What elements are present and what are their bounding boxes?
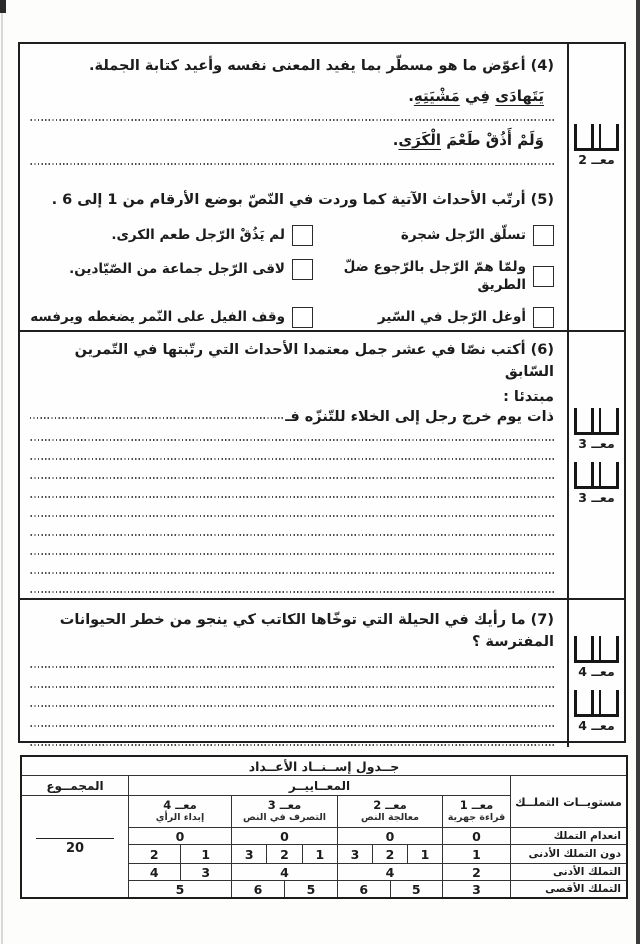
q5-item bbox=[30, 225, 313, 246]
q6-header: (6) أكتب نصّا في عشر جمل معتمدا الأحداث التي رتّبتها في التّمرين السّابق bbox=[74, 342, 554, 380]
margin-score-column bbox=[567, 332, 624, 598]
score-subvalue: 4 bbox=[129, 864, 181, 880]
answer-line[interactable] bbox=[30, 744, 554, 747]
margin-score-column bbox=[567, 44, 624, 330]
answer-line[interactable] bbox=[30, 553, 554, 556]
q7-header: (7) ما رأيك في الحيلة التي توخّاها الكاتب كي ينجو من خطر الحيوانات المفترسة ؟ bbox=[59, 612, 554, 650]
score-cell: 0 bbox=[442, 827, 510, 844]
order-checkbox[interactable] bbox=[533, 266, 554, 287]
answer-line[interactable] bbox=[30, 591, 554, 594]
underlined-word: يَتَهادَى bbox=[495, 86, 544, 105]
q5-item-label: تسلّق الرّجل شجرة bbox=[400, 226, 526, 243]
q6-header-line2: مبتدئا : bbox=[503, 388, 554, 405]
score-subvalue: 2 bbox=[373, 845, 408, 863]
q5-item-label: ولمّا همّ الرّجل بالرّجوع ضلّ الطريق bbox=[343, 259, 526, 293]
score-subvalue: 1 bbox=[201, 846, 211, 862]
q7-answer-area bbox=[30, 666, 554, 747]
score-cell bbox=[231, 880, 337, 897]
score-tally-box-q6-a bbox=[574, 408, 619, 451]
q5-row bbox=[30, 259, 554, 294]
answer-line[interactable] bbox=[30, 534, 554, 537]
score-subvalue: 2 bbox=[129, 845, 181, 863]
score-cell: 0 bbox=[231, 827, 337, 844]
score-cell: 5 bbox=[128, 880, 231, 897]
tally-comb-icon bbox=[574, 636, 619, 663]
answer-line[interactable] bbox=[30, 162, 554, 165]
plain-text: . bbox=[408, 86, 414, 105]
score-cell bbox=[231, 844, 337, 863]
plain-text: وَلَمْ أَذُقْ طَعْمَ bbox=[441, 130, 544, 149]
q5-item-label: أوغل الرّجل في السّير bbox=[377, 308, 526, 325]
answer-line[interactable] bbox=[30, 724, 554, 727]
score-subvalue: 1 bbox=[420, 846, 430, 862]
grading-table-title: جــدول إســنــاد الأعــداد bbox=[248, 758, 400, 774]
criterion-label: معــ 3 bbox=[578, 490, 615, 505]
total-cell bbox=[22, 795, 128, 897]
criterion-label: معــ 4 bbox=[578, 664, 615, 679]
score-subvalue: 1 bbox=[315, 846, 325, 862]
score-cell bbox=[128, 844, 231, 863]
q6-answer-area bbox=[30, 439, 554, 594]
score-subvalue: 3 bbox=[232, 845, 267, 863]
score-cell bbox=[337, 844, 442, 863]
q5-item-label: لم يَذُقْ الرّجل طعم الكرى. bbox=[111, 226, 285, 243]
criterion-2-header bbox=[337, 795, 442, 827]
q5-item bbox=[313, 259, 554, 294]
criterion-desc: معالجة النص bbox=[361, 811, 419, 823]
underlined-word: الْكَرَى bbox=[398, 130, 441, 149]
criterion-4-header bbox=[128, 795, 231, 827]
score-cell: 0 bbox=[128, 827, 231, 844]
q5-row bbox=[30, 307, 554, 328]
worksheet-body bbox=[18, 42, 626, 743]
tally-comb-icon bbox=[574, 462, 619, 489]
criterion-desc: إبداء الرأي bbox=[155, 811, 205, 823]
answer-line[interactable] bbox=[30, 666, 554, 669]
answer-line[interactable] bbox=[30, 477, 554, 480]
answer-line[interactable] bbox=[30, 458, 554, 461]
score-cell: 2 bbox=[442, 863, 510, 880]
score-tally-box-q7-a bbox=[574, 636, 619, 679]
q5-item-label: لاقى الرّجل جماعة من الصّيّادين. bbox=[69, 260, 285, 277]
q5-item-label: وقف الفيل على النّمر يضغطه ويرفسه bbox=[30, 308, 285, 325]
tally-comb-icon bbox=[574, 690, 619, 717]
total-value: 20 bbox=[65, 840, 85, 856]
order-checkbox[interactable] bbox=[292, 259, 313, 280]
criteria-header: المعــاييــر bbox=[128, 775, 510, 795]
answer-line[interactable] bbox=[30, 515, 554, 518]
tally-comb-icon bbox=[574, 124, 619, 151]
content-q7 bbox=[20, 600, 567, 747]
criterion-name: معــ 2 bbox=[373, 798, 407, 813]
answer-line[interactable] bbox=[30, 417, 283, 420]
q4-sentence-2 bbox=[30, 130, 554, 152]
answer-line[interactable] bbox=[30, 119, 554, 122]
score-cell bbox=[337, 880, 442, 897]
level-row-label: دون التملك الأدنى bbox=[510, 844, 626, 863]
answer-line[interactable] bbox=[30, 439, 554, 442]
photo-edge-right bbox=[636, 0, 640, 944]
score-tally-box-q7-b bbox=[574, 690, 619, 733]
scan-corner-artifact bbox=[0, 0, 6, 13]
score-subvalue: 6 bbox=[338, 881, 391, 897]
level-row-label: التملك الأقصى bbox=[510, 880, 626, 897]
order-checkbox[interactable] bbox=[533, 307, 554, 328]
answer-line[interactable] bbox=[30, 496, 554, 499]
q5-row bbox=[30, 225, 554, 246]
criterion-desc: قراءة جهرية bbox=[447, 811, 506, 823]
content-q4-q5 bbox=[20, 44, 567, 330]
q4-sentence-1 bbox=[30, 86, 554, 108]
q5-item bbox=[313, 307, 554, 328]
margin-score-column bbox=[567, 600, 624, 747]
section-q6 bbox=[20, 330, 624, 598]
q4-header: (4) أعوّض ما هو مسطّر بما يفيد المعنى نفسه وأعيد كتابة الجملة. bbox=[89, 58, 554, 74]
criterion-name: معــ 4 bbox=[163, 798, 197, 813]
order-checkbox[interactable] bbox=[292, 307, 313, 328]
underlined-word: مَشْيَتِهِ bbox=[413, 86, 460, 105]
score-subvalue: 2 bbox=[267, 845, 302, 863]
score-tally-box-q6-b bbox=[574, 462, 619, 505]
criterion-name: معــ 1 bbox=[459, 798, 494, 813]
answer-line[interactable] bbox=[30, 572, 554, 575]
q5-header: (5) أرتّب الأحداث الآتية كما وردت في النّصّ بوضع الأرقام من 1 إلى 6 . bbox=[51, 192, 554, 209]
q5-item bbox=[313, 225, 554, 246]
criterion-1-header bbox=[442, 795, 510, 827]
criterion-desc: التصرف في النص bbox=[242, 811, 327, 823]
score-cell bbox=[128, 863, 231, 880]
order-checkbox[interactable] bbox=[533, 225, 554, 246]
total-header: المجمــوع bbox=[22, 775, 128, 795]
score-cell: 4 bbox=[231, 863, 337, 880]
score-tally-box-q4 bbox=[574, 124, 619, 167]
score-subvalue: 5 bbox=[411, 881, 421, 897]
section-q7 bbox=[20, 598, 624, 747]
answer-line[interactable] bbox=[30, 705, 554, 708]
score-cell: 0 bbox=[337, 827, 442, 844]
score-cell: 4 bbox=[337, 863, 442, 880]
q5-item bbox=[30, 307, 313, 328]
criterion-label: معــ 2 bbox=[578, 152, 615, 167]
tally-comb-icon bbox=[574, 408, 619, 435]
photo-edge-left bbox=[1, 0, 3, 944]
levels-header: مستويــات التملــك bbox=[510, 775, 626, 827]
score-subvalue: 3 bbox=[201, 864, 211, 880]
score-subvalue: 3 bbox=[338, 845, 373, 863]
content-q6 bbox=[20, 332, 567, 598]
criterion-label: معــ 3 bbox=[578, 436, 615, 451]
total-blank-line bbox=[36, 838, 114, 839]
score-cell: 3 bbox=[442, 880, 510, 897]
level-row-label: انعدام التملك bbox=[510, 827, 626, 844]
criterion-3-header bbox=[231, 795, 337, 827]
score-cell: 1 bbox=[442, 844, 510, 863]
level-row-label: التملك الأدنى bbox=[510, 863, 626, 880]
plain-text: فِي bbox=[459, 86, 496, 105]
answer-line[interactable] bbox=[30, 685, 554, 688]
q6-starter-text: ذات يوم خرج رجل إلى الخلاء للتّنزّه فـ bbox=[285, 408, 554, 425]
q6-starter-line bbox=[30, 409, 554, 425]
section-q4-q5 bbox=[20, 44, 624, 330]
criterion-name: معــ 3 bbox=[267, 798, 302, 813]
score-subvalue: 6 bbox=[232, 881, 285, 897]
grading-table bbox=[20, 755, 628, 899]
score-subvalue: 5 bbox=[306, 881, 316, 897]
q5-item bbox=[30, 259, 313, 280]
order-checkbox[interactable] bbox=[292, 225, 313, 246]
plain-text: . bbox=[392, 130, 399, 149]
criterion-label: معــ 4 bbox=[578, 718, 615, 733]
